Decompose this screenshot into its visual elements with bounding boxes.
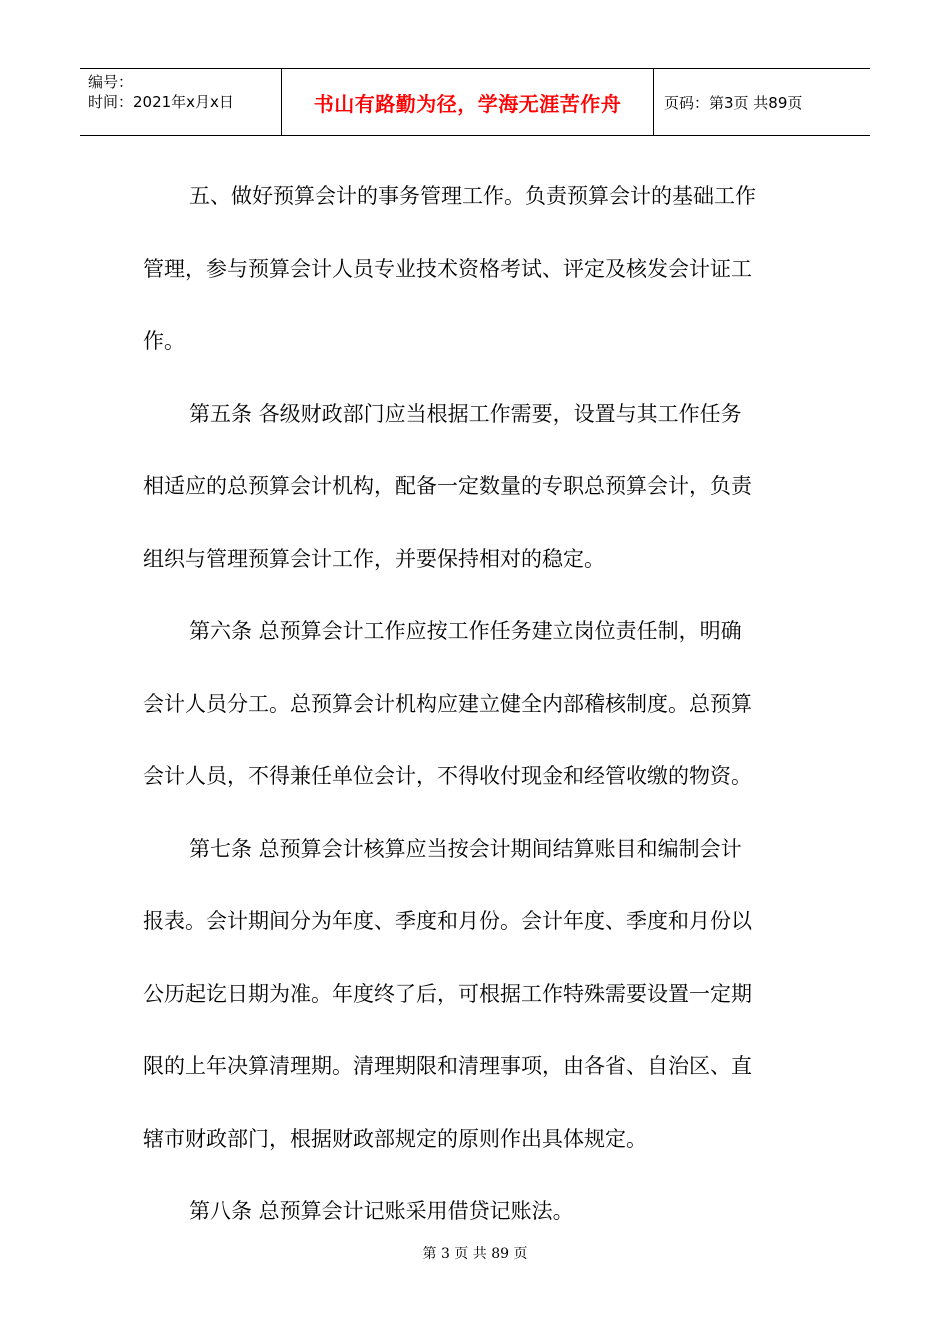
body-line: 第五条 各级财政部门应当根据工作需要，设置与其工作任务 (189, 401, 742, 426)
body-line: 公历起讫日期为准。年度终了后，可根据工作特殊需要设置一定期 (143, 981, 752, 1006)
header-motto: 书山有路勤为径，学海无涯苦作舟 (282, 69, 654, 135)
page-header (80, 68, 870, 136)
body-line: 辖市财政部门，根据财政部规定的原则作出具体规定。 (143, 1126, 647, 1151)
page-footer: 第 3 页 共 89 页 (422, 1246, 528, 1262)
header-meta (80, 69, 282, 135)
document-date-label: 时间：2021年x月x日 (88, 93, 234, 111)
body-line: 报表。会计期间分为年度、季度和月份。会计年度、季度和月份以 (143, 909, 752, 933)
body-line: 五、做好预算会计的事务管理工作。负责预算会计的基础工作 (189, 184, 756, 208)
body-line: 限的上年决算清理期。清理期限和清理事项，由各省、自治区、直 (143, 1054, 752, 1078)
body-line: 第六条 总预算会计工作应按工作任务建立岗位责任制，明确 (189, 619, 742, 643)
body-line: 组织与管理预算会计工作，并要保持相对的稳定。 (143, 546, 605, 571)
body-line: 相适应的总预算会计机构，配备一定数量的专职总预算会计，负责 (143, 474, 752, 498)
body-line: 会计人员，不得兼任单位会计，不得收付现金和经管收缴的物资。 (143, 764, 752, 788)
header-page-number: 页码：第3页 共89页 (664, 93, 803, 112)
body-line: 会计人员分工。总预算会计机构应建立健全内部稽核制度。总预算 (143, 691, 752, 716)
body-line: 第七条 总预算会计核算应当按会计期间结算账目和编制会计 (189, 836, 742, 861)
body-line: 管理，参与预算会计人员专业技术资格考试、评定及核发会计证工 (143, 256, 752, 281)
document-body (143, 160, 805, 1248)
document-number-label: 编号： (88, 73, 134, 91)
body-line: 第八条 总预算会计记账采用借贷记账法。 (189, 1199, 574, 1223)
body-line: 作。 (143, 329, 185, 353)
